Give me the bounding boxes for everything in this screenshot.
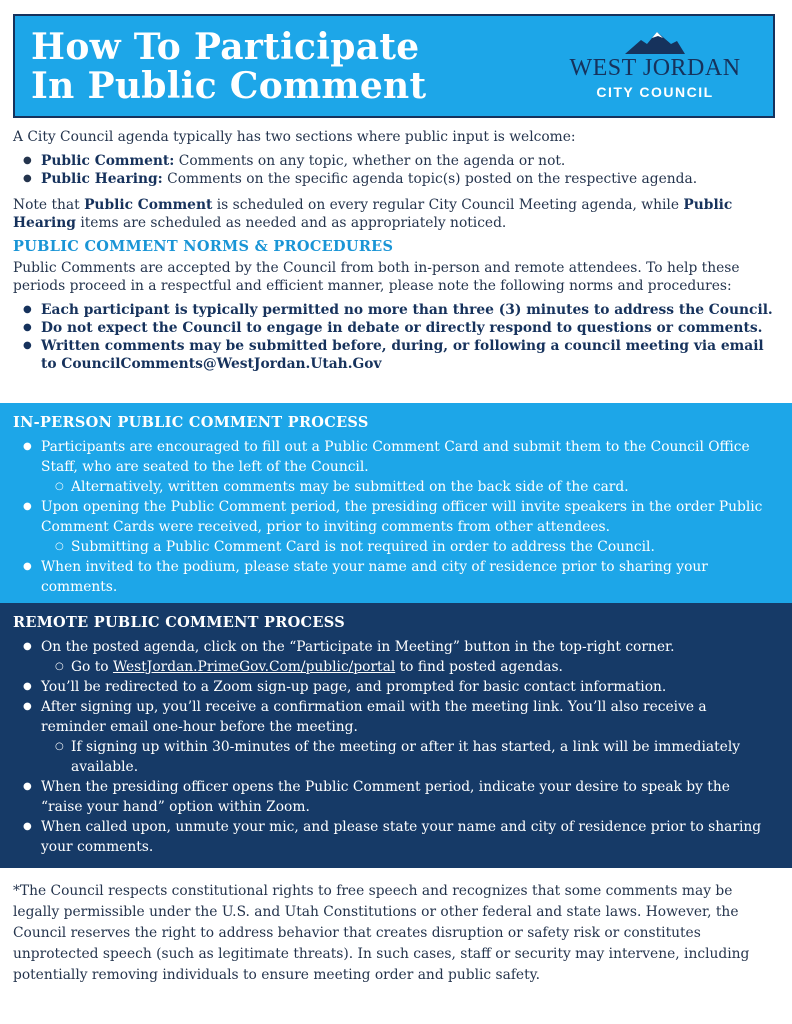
intro-section [13,128,779,373]
list-item: ● Public Comment: Comments on any topic, whether on the agenda or not. [13,152,779,170]
portal-link[interactable]: WestJordan.PrimeGov.Com/public/portal [112,659,396,675]
mountain-icon [625,32,685,54]
list-sub-item: ○ Go to WestJordan.PrimeGov.Com/public/portal to find posted agendas. [13,657,772,677]
list-item: ● When called upon, unmute your mic, and please state your name and city of residence prior to sharing your comments. [13,817,772,857]
in-person-list [0,437,792,597]
list-sub-item: ○ Submitting a Public Comment Card is not required in order to address the Council. [13,537,772,557]
list-item: ● When the presiding officer opens the Public Comment period, indicate your desire to speak by the “raise your hand” option within Zoom. [13,777,772,817]
list-item: ● On the posted agenda, click on the “Participate in Meeting” button in the top-right corner. [13,637,772,657]
list-item: ● Each participant is typically permitted no more than three (3) minutes to address the Council. [13,301,779,319]
footnote: *The Council respects constitutional rights to free speech and recognizes that some comments may be legally permissible under the U.S. and Utah Constitutions or other federal and state laws. However, the Council reserves the right to address behavior that creates disruption or safety risk or constitutes unprotected speech (such as legitimate threats). In such cases, staff or security may intervene, including potentially removing individuals to ensure meeting order and public safety. [13,883,750,983]
page-header [13,14,775,118]
title-line-2: In Public Comment [31,65,427,107]
norms-list [13,301,779,373]
list-item: ● After signing up, you’ll receive a confirmation email with the meeting link. You’ll also receive a reminder email one-hour before the meeting. [13,697,772,737]
in-person-section [0,403,792,603]
norms-text: Public Comments are accepted by the Council from both in-person and remote attendees. To help these periods proceed in a respectful and efficient manner, please note the following norms and procedures: [13,260,740,294]
list-item: ● Written comments may be submitted before, during, or following a council meeting via email to CouncilComments@WestJordan.Utah.Gov [13,337,779,373]
list-sub-item: ○ Alternatively, written comments may be submitted on the back side of the card. [13,477,772,497]
list-item: ● Public Hearing: Comments on the specific agenda topic(s) posted on the respective agenda. [13,170,779,188]
list-item: ● You’ll be redirected to a Zoom sign-up page, and prompted for basic contact information. [13,677,772,697]
title-line-1: How To Participate [31,26,420,68]
list-item: ● Upon opening the Public Comment period, the presiding officer will invite speakers in the order Public Comment Cards were received, prior to inviting comments from other attendees. [13,497,772,537]
logo-name: WEST JORDAN [569,55,741,81]
remote-heading: REMOTE PUBLIC COMMENT PROCESS [13,614,345,631]
intro-lead: A City Council agenda typically has two sections where public input is welcome: [13,129,576,145]
list-item: ● When invited to the podium, please state your name and city of residence prior to sharing your comments. [13,557,772,597]
norms-heading: PUBLIC COMMENT NORMS & PROCEDURES [13,238,394,255]
page-title [31,28,426,106]
remote-section [0,603,792,868]
logo-subtitle: CITY COUNCIL [596,84,714,100]
in-person-heading: IN-PERSON PUBLIC COMMENT PROCESS [13,414,369,431]
list-sub-item: ○ If signing up within 30-minutes of the meeting or after it has started, a link will be immediately available. [13,737,772,777]
intro-note: Note that Public Comment is scheduled on every regular City Council Meeting agenda, while Public Hearing items are scheduled as needed and as appropriately noticed. [13,197,733,231]
remote-list [0,637,792,857]
list-item: ● Participants are encouraged to fill out a Public Comment Card and submit them to the Council Office Staff, who are seated to the left of the Council. [13,437,772,477]
list-item: ● Do not expect the Council to engage in debate or directly respond to questions or comments. [13,319,779,337]
west-jordan-logo [557,32,753,108]
input-sections-list [13,152,779,188]
